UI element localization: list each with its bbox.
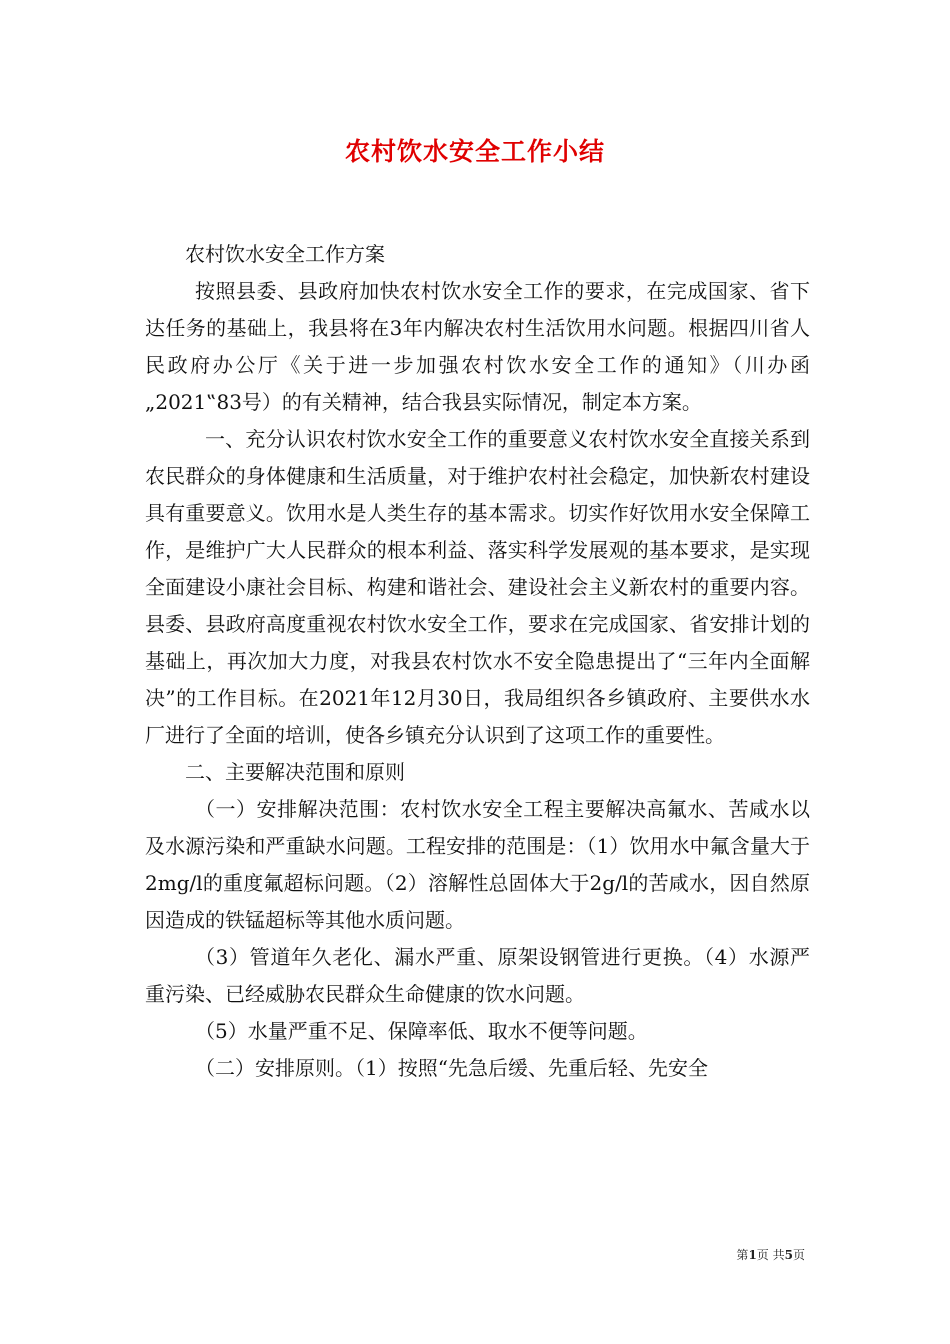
total-pages: 5 (784, 1248, 793, 1262)
paragraph-scope-5: （5）水量严重不足、保障率低、取水不便等问题。 (195, 1019, 648, 1043)
paragraph-principles: （二）安排原则。（1）按照“先急后缓、先重后轻、先安全 (195, 1056, 708, 1080)
page-number-middle: 页 共 (756, 1248, 785, 1262)
document-body (145, 236, 810, 1087)
current-page: 1 (748, 1248, 757, 1262)
document-title: 农村饮水安全工作小结 (344, 137, 605, 166)
paragraph-section-2-heading: 二、主要解决范围和原则 (185, 760, 405, 784)
page-number-suffix: 页 (792, 1248, 805, 1262)
paragraph-plan-heading: 农村饮水安全工作方案 (185, 242, 385, 266)
paragraph-scope: （一）安排解决范围：农村饮水安全工程主要解决高氟水、苦咸水以及水源污染和严重缺水问题。工程安排的范围是：（1）饮用水中氟含量大于2mg/l的重度氟超标问题。（2）溶解性总固体大于2g/l的苦咸水，因自然原因造成的铁锰超标等其他水质问题。 (145, 797, 810, 932)
paragraph-section-1: 一、充分认识农村饮水安全工作的重要意义农村饮水安全直接关系到农民群众的身体健康和生活质量，对于维护农村社会稳定，加快新农村建设具有重要意义。饮用水是人类生存的基本需求。切实作好饮用水安全保障工作，是维护广大人民群众的根本利益、落实科学发展观的基本要求，是实现全面建设小康社会目标、构建和谐社会、建设社会主义新农村的重要内容。县委、县政府高度重视农村饮水安全工作，要求在完成国家、省安排计划的基础上，再次加大力度，对我县农村饮水不安全隐患提出了“三年内全面解决”的工作目标。在2021年12月30日，我局组织各乡镇政府、主要供水水厂进行了全面的培训，使各乡镇充分认识到了这项工作的重要性。 (145, 427, 810, 747)
page-number (736, 1246, 805, 1263)
paragraph-intro: 按照县委、县政府加快农村饮水安全工作的要求，在完成国家、省下达任务的基础上，我县将在3年内解决农村生活饮用水问题。根据四川省人民政府办公厅《关于进一步加强农村饮水安全工作的通知》（川办函„2021‟83号）的有关精神，结合我县实际情况，制定本方案。 (145, 279, 810, 414)
page-number-prefix: 第 (736, 1248, 749, 1262)
paragraph-scope-3-4: （3）管道年久老化、漏水严重、原架设钢管进行更换。（4）水源严重污染、已经威胁农民群众生命健康的饮水问题。 (145, 945, 810, 1006)
